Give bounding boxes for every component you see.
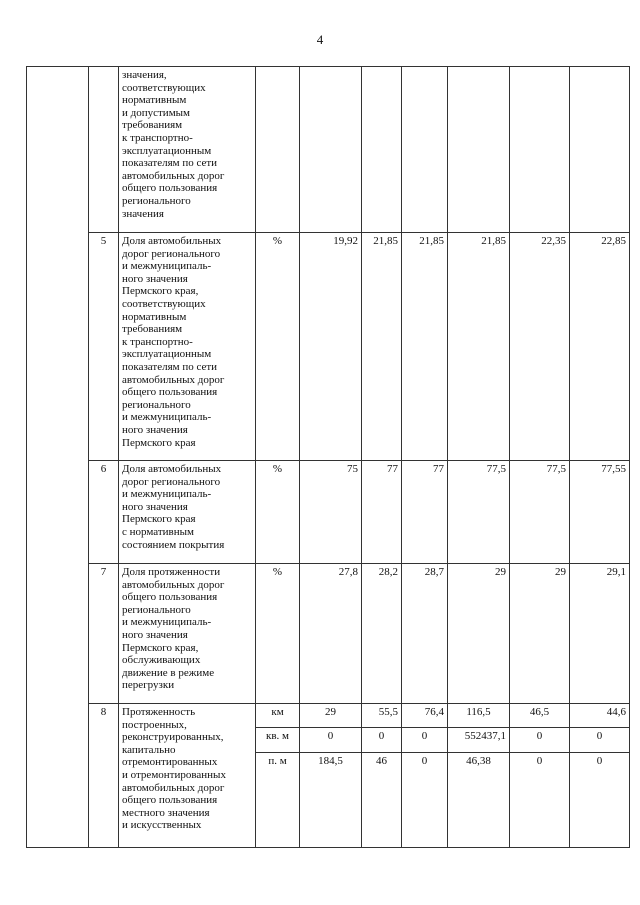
indicator-name: Протяженность построенных, реконструированных, капитально отремонтированных и отремонтированных автомобильных дорог общего пользования местного значения и искусственных [119,704,256,848]
value-cell: 0 [362,728,402,753]
table-row [27,233,630,461]
value-cell: 0 [300,728,362,753]
value-cell: 44,6 [570,704,630,728]
unit-cell [256,67,300,233]
unit-cell: км [256,704,300,728]
value-cell: 552437,1 [448,728,510,753]
row-number: 8 [89,704,119,848]
value-cell: 46,5 [510,704,570,728]
table-row [27,461,630,564]
table-row [27,564,630,704]
row-number: 5 [89,233,119,461]
value-cell: 184,5 [300,753,362,848]
value-cell: 29 [300,704,362,728]
value-cell: 28,7 [402,564,448,704]
left-blank-column [27,67,89,848]
value-cell: 28,2 [362,564,402,704]
indicator-name: Доля автомобильных дорог регионального и межмуниципаль- ного значения Пермского края с нормативным состоянием покрытия [119,461,256,564]
value-cell [362,67,402,233]
value-cell [570,67,630,233]
value-cell: 0 [402,753,448,848]
indicators-table [26,66,630,848]
value-cell: 22,35 [510,233,570,461]
row-number: 6 [89,461,119,564]
value-cell: 77,5 [510,461,570,564]
value-cell [300,67,362,233]
value-cell [402,67,448,233]
value-cell: 0 [402,728,448,753]
unit-cell: кв. м [256,728,300,753]
unit-cell: % [256,564,300,704]
value-cell: 21,85 [362,233,402,461]
indicator-name: значения, соответствующих нормативным и допустимым требованиям к транспортно- эксплуатационным показателям по сети автомобильных дорог общего пользования регионального значения [119,67,256,233]
value-cell: 77,5 [448,461,510,564]
value-cell: 76,4 [402,704,448,728]
value-cell: 77 [402,461,448,564]
value-cell: 77,55 [570,461,630,564]
indicator-name: Доля автомобильных дорог регионального и межмуниципаль- ного значения Пермского края, соответствующих нормативным требованиям к транспортно- эксплуатационным показателям по сети автомобильных дорог общего пользования регионального и межмуниципаль- ного значения Пермского края [119,233,256,461]
unit-cell: п. м [256,753,300,848]
value-cell: 29 [448,564,510,704]
value-cell: 77 [362,461,402,564]
value-cell: 19,92 [300,233,362,461]
row-number: 7 [89,564,119,704]
value-cell [510,67,570,233]
value-cell: 46,38 [448,753,510,848]
value-cell: 29 [510,564,570,704]
value-cell [448,67,510,233]
value-cell: 116,5 [448,704,510,728]
unit-cell: % [256,233,300,461]
value-cell: 0 [570,753,630,848]
page-number: 4 [316,32,324,47]
value-cell: 21,85 [448,233,510,461]
value-cell: 55,5 [362,704,402,728]
value-cell: 21,85 [402,233,448,461]
value-cell: 46 [362,753,402,848]
value-cell: 29,1 [570,564,630,704]
table-row [27,67,630,233]
value-cell: 0 [570,728,630,753]
value-cell: 27,8 [300,564,362,704]
value-cell: 22,85 [570,233,630,461]
value-cell: 0 [510,753,570,848]
row-number [89,67,119,233]
table-row [27,704,630,728]
value-cell: 0 [510,728,570,753]
indicator-name: Доля протяженности автомобильных дорог общего пользования регионального и межмуниципаль- ного значения Пермского края, обслуживающих движение в режиме перегрузки [119,564,256,704]
value-cell: 75 [300,461,362,564]
unit-cell: % [256,461,300,564]
